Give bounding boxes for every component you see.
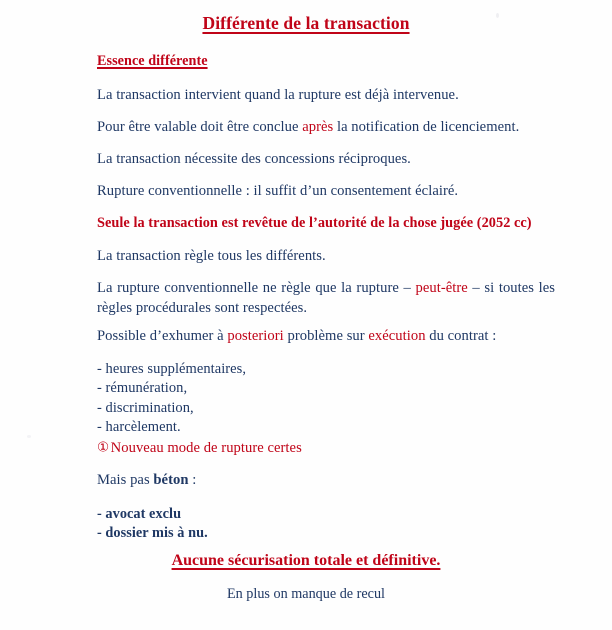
issues-list [97, 360, 246, 437]
risks-list [97, 505, 208, 543]
paragraph-rupture-conventionnelle-consentement [97, 182, 557, 201]
paragraph-pour-etre-valable-suffix: la notification de licenciement. [333, 119, 520, 135]
emphasis-apres: après [302, 119, 334, 135]
heading-autorite-chose-jugee-text: Seule la transaction est revêtue de l’autorité de la chose jugée (2052 cc) [97, 215, 532, 231]
closing-line [0, 586, 612, 603]
note-nouveau-mode-rupture [97, 439, 302, 458]
list-item: - harcèlement. [97, 418, 181, 435]
paragraph-mais-pas-beton-suffix: : [188, 472, 197, 488]
paragraph-mais-pas-beton-prefix: Mais pas [97, 472, 154, 488]
circled-one-icon: ① [97, 439, 110, 455]
paragraph-regle-tous-differents [97, 247, 557, 266]
paragraph-transaction-intervient-text: La transaction intervient quand la rupture est déjà intervenue. [97, 87, 459, 103]
paragraph-pour-etre-valable-prefix: Pour être valable doit être conclue [97, 119, 303, 135]
heading-essence-differente [97, 52, 208, 70]
paragraph-possible-exhumer-suffix: du contrat : [425, 328, 497, 344]
paragraph-transaction-intervient [97, 86, 557, 105]
emphasis-posteriori: posteriori [227, 328, 284, 344]
emphasis-execution: exécution [368, 328, 426, 344]
page-title [0, 13, 612, 34]
closing-line-text: En plus on manque de recul [227, 586, 385, 602]
paragraph-rupture-conventionnelle-consentement-text: Rupture conventionnelle : il suffit d’un consentement éclairé. [97, 183, 459, 199]
list-item: - heures supplémentaires, [97, 361, 247, 377]
paragraph-regle-tous-differents-text: La transaction règle tous les différents. [97, 248, 326, 264]
emphasis-beton: béton [153, 472, 189, 488]
list-item: - discrimination, [97, 399, 194, 416]
note-nouveau-mode-rupture-text: Nouveau mode de rupture certes [110, 440, 302, 456]
paragraph-rupture-ne-regle-que-prefix: La rupture conventionnelle ne règle que la rupture – [97, 280, 416, 296]
list-item: - rémunération, [97, 380, 188, 397]
scan-speck-left-margin [27, 435, 31, 438]
heading-autorite-chose-jugee [97, 214, 532, 232]
conclusion-heading-text: Aucune sécurisation totale et définitive. [171, 552, 441, 569]
conclusion-heading [0, 552, 612, 570]
paragraph-pour-etre-valable [97, 118, 557, 137]
paragraph-possible-exhumer-mid: problème sur [283, 328, 369, 344]
paragraph-concessions-reciproques-text: La transaction nécessite des concessions réciproques. [97, 151, 411, 167]
paragraph-possible-exhumer [97, 327, 557, 346]
list-item: - dossier mis à nu. [97, 525, 208, 541]
emphasis-peut-etre: peut-être [415, 280, 468, 296]
paragraph-concessions-reciproques [97, 150, 557, 169]
paragraph-rupture-ne-regle-que [97, 279, 555, 318]
paragraph-rupture-ne-regle-que-suffix: – si toutes les règles procédurales sont respectées. [97, 280, 555, 316]
list-item: - avocat exclu [97, 506, 182, 522]
paragraph-possible-exhumer-prefix: Possible d’exhumer à [97, 328, 228, 344]
page-title-text: Différente de la transaction [202, 13, 410, 33]
heading-essence-differente-text: Essence différente [97, 53, 208, 69]
paragraph-mais-pas-beton [97, 471, 196, 490]
